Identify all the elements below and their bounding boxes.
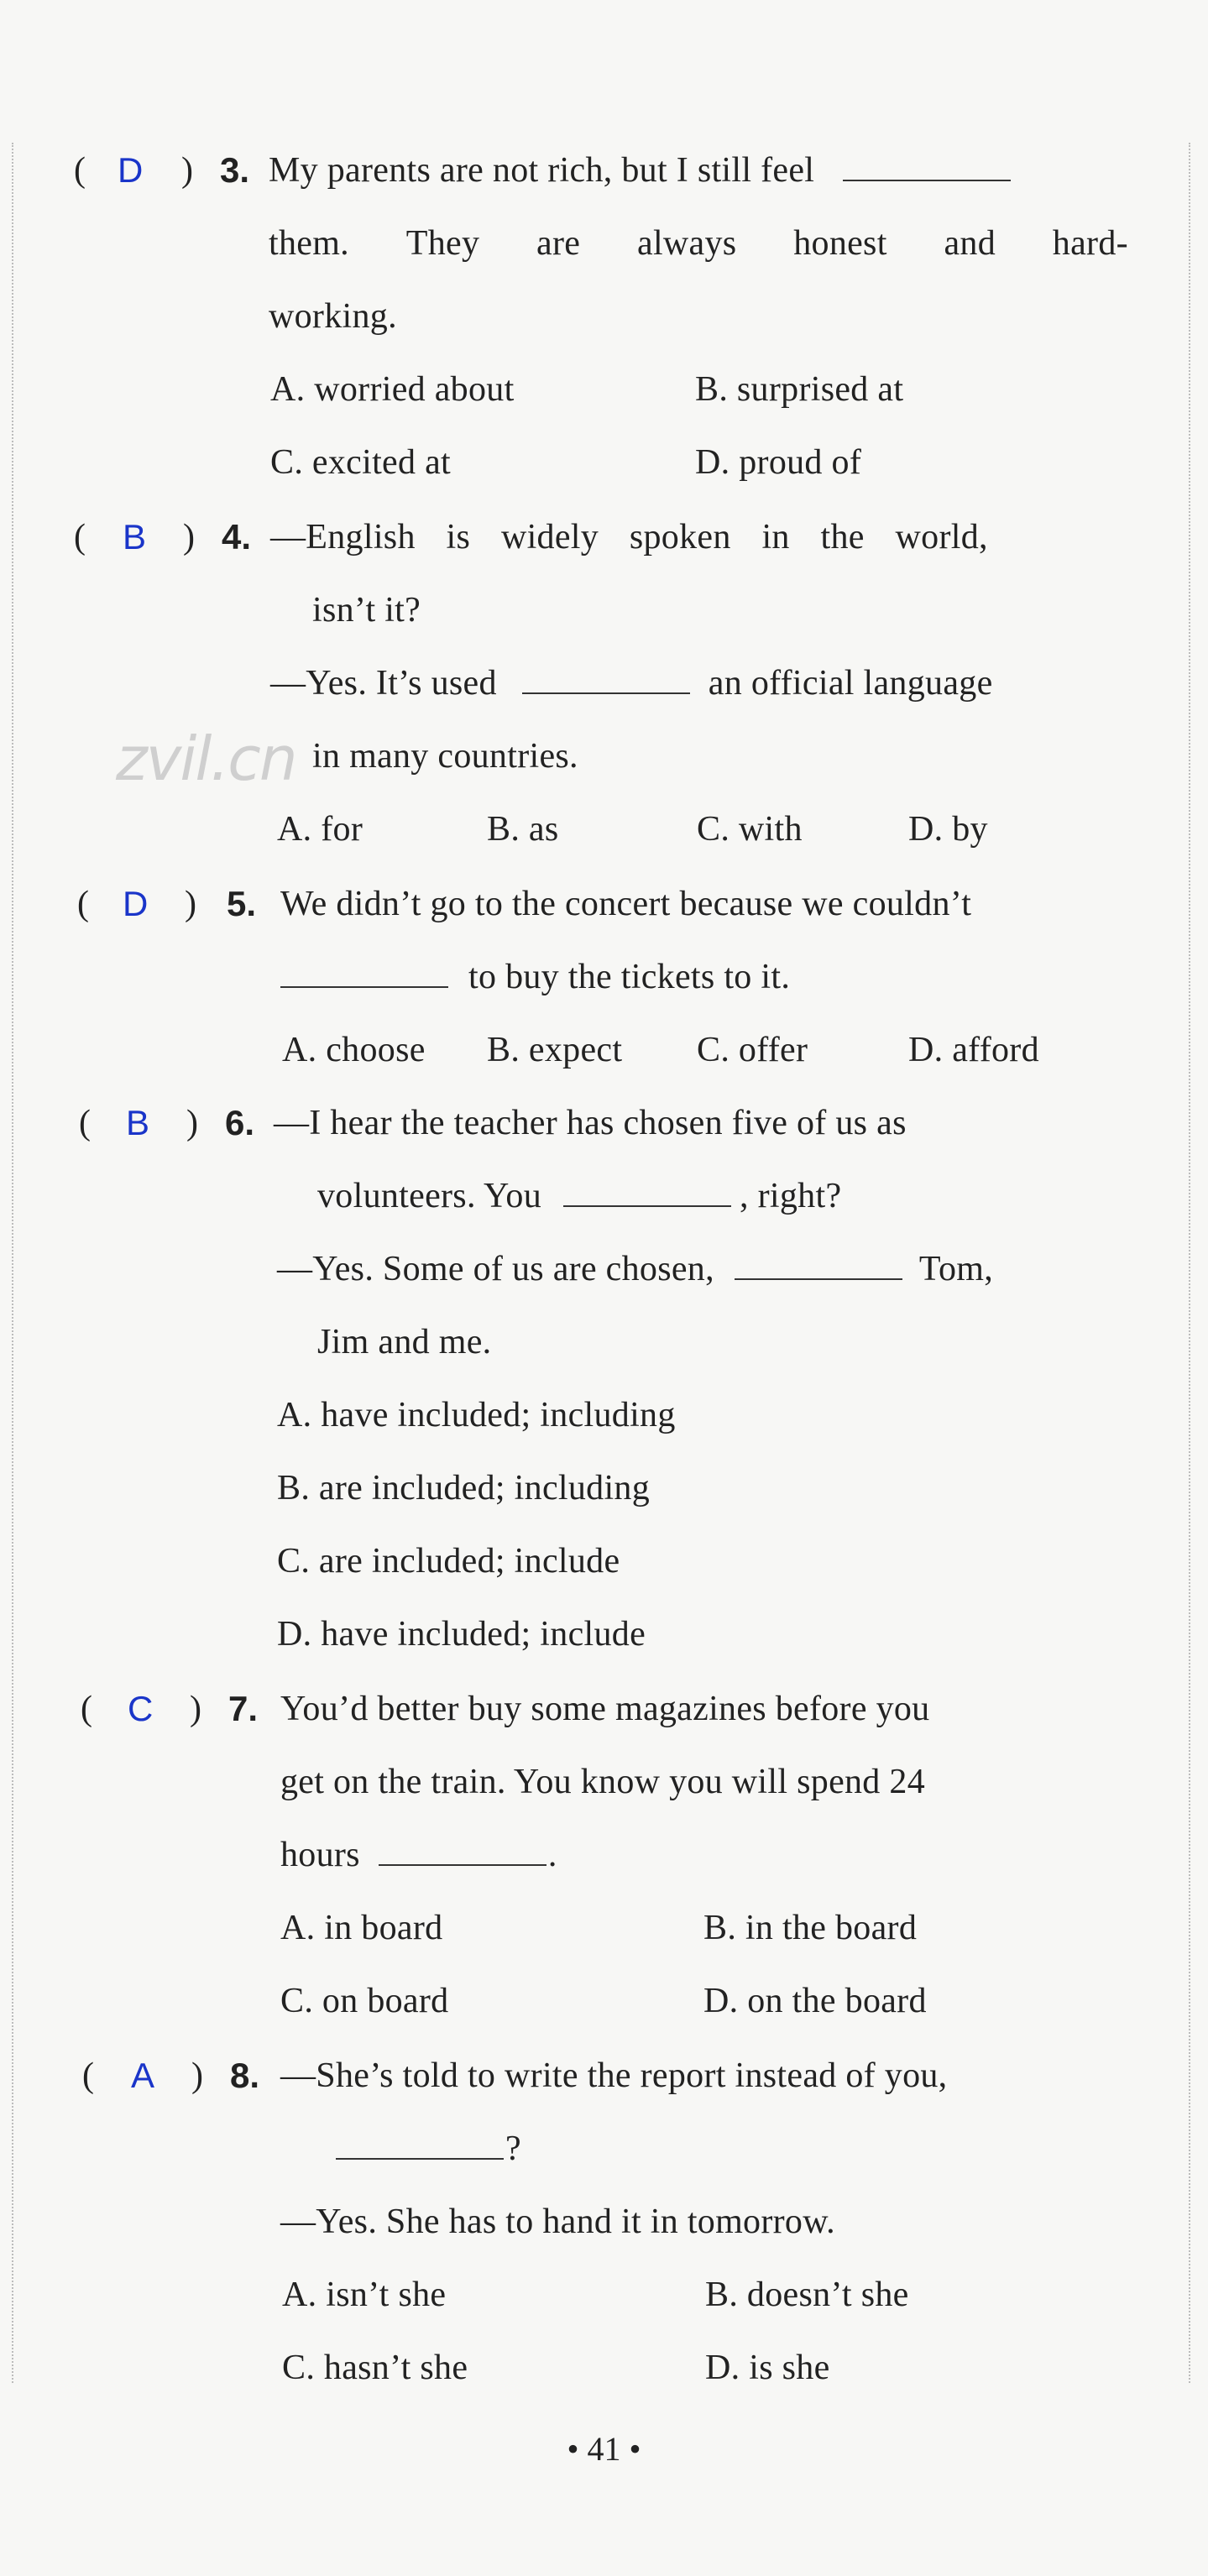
option-a: A. isn’t she — [282, 2276, 447, 2314]
option-d: D. have included; include — [277, 1615, 646, 1654]
question-number: 3. — [220, 150, 250, 190]
answer-bracket-close: ) — [181, 151, 193, 190]
question-number: 4. — [222, 517, 252, 556]
answer-blank — [336, 2129, 504, 2160]
option-d: D. afford — [908, 1031, 1039, 1069]
option-b: B. as — [487, 810, 559, 849]
question-stem-line: You’d better buy some magazines before you — [280, 1690, 930, 1728]
question-stem-line: —Yes. It’s used an official language — [270, 664, 993, 703]
option-b: B. surprised at — [695, 370, 904, 409]
option-c: C. excited at — [270, 443, 451, 482]
question-stem-line: —Yes. Some of us are chosen, Tom, — [277, 1250, 994, 1288]
option-b: B. in the board — [703, 1909, 918, 1947]
answer-mark: B — [126, 1103, 150, 1142]
option-c: C. are included; include — [277, 1542, 620, 1581]
option-a: A. choose — [282, 1031, 426, 1069]
question-stem-line: Jim and me. — [317, 1323, 492, 1361]
option-c: C. offer — [697, 1031, 808, 1069]
answer-mark: D — [118, 150, 144, 190]
option-c: C. on board — [280, 1982, 449, 2020]
question-stem-line: working. — [269, 297, 397, 336]
option-a: A. have included; including — [277, 1396, 676, 1434]
answer-bracket-open: ( — [74, 151, 86, 190]
question-number: 8. — [230, 2056, 260, 2095]
answer-bracket-open: ( — [74, 518, 86, 556]
question-stem-line: get on the train. You know you will spend 24 — [280, 1763, 926, 1801]
question-stem-line: ? — [336, 2124, 521, 2174]
answer-blank — [379, 1836, 546, 1866]
option-b: B. doesn’t she — [705, 2276, 909, 2314]
answer-bracket-close: ) — [190, 1690, 201, 1728]
option-d: D. is she — [705, 2349, 830, 2387]
option-c: C. with — [697, 810, 803, 849]
answer-blank — [522, 664, 690, 694]
question-stem-line: to buy the tickets to it. — [280, 952, 790, 1002]
question-stem-line: isn’t it? — [312, 591, 421, 630]
question-stem-line: —Yes. She has to hand it in tomorrow. — [280, 2202, 835, 2241]
option-b: B. are included; including — [277, 1469, 651, 1507]
answer-blank — [735, 1250, 902, 1280]
question-stem-line: volunteers. You , right? — [317, 1177, 842, 1215]
answer-bracket-open: ( — [79, 1104, 91, 1142]
option-c: C. hasn’t she — [282, 2349, 468, 2387]
question-number: 5. — [227, 884, 257, 923]
answer-bracket-open: ( — [77, 885, 89, 923]
answer-bracket-close: ) — [185, 885, 196, 923]
answer-mark: A — [131, 2056, 155, 2095]
answer-mark: C — [128, 1689, 154, 1728]
answer-bracket-close: ) — [183, 518, 195, 556]
question-stem-line: —She’s told to write the report instead of you, — [280, 2056, 948, 2095]
question-stem-line: in many countries. — [312, 737, 578, 776]
option-a: A. for — [277, 810, 363, 849]
option-d: D. proud of — [695, 443, 862, 482]
question-stem-line: My parents are not rich, but I still feel — [269, 145, 1016, 196]
answer-mark: B — [123, 517, 147, 556]
option-d: D. on the board — [703, 1982, 927, 2020]
right-dotted-border — [1189, 143, 1190, 2383]
watermark-logo: zvil.cn — [116, 724, 296, 794]
page-number: • 41 • — [567, 2430, 641, 2468]
answer-mark: D — [123, 884, 149, 923]
option-d: D. by — [908, 810, 988, 849]
question-number: 7. — [228, 1689, 259, 1728]
question-stem-line: them. They are always honest and hard- — [269, 224, 1128, 263]
option-b: B. expect — [487, 1031, 623, 1069]
answer-blank — [843, 151, 1011, 181]
question-stem-line: —English is widely spoken in the world, — [270, 518, 988, 556]
option-a: A. worried about — [270, 370, 515, 409]
answer-bracket-close: ) — [186, 1104, 198, 1142]
question-stem-line: —I hear the teacher has chosen five of us as — [274, 1104, 907, 1142]
answer-bracket-open: ( — [82, 2056, 94, 2095]
answer-bracket-close: ) — [191, 2056, 203, 2095]
answer-blank — [280, 958, 448, 988]
question-stem-line: We didn’t go to the concert because we couldn’t — [280, 885, 972, 923]
left-dotted-border — [12, 143, 13, 2383]
question-number: 6. — [225, 1103, 255, 1142]
question-stem-line: hours . — [280, 1836, 557, 1874]
option-a: A. in board — [280, 1909, 443, 1947]
answer-blank — [563, 1177, 731, 1207]
answer-bracket-open: ( — [81, 1690, 92, 1728]
